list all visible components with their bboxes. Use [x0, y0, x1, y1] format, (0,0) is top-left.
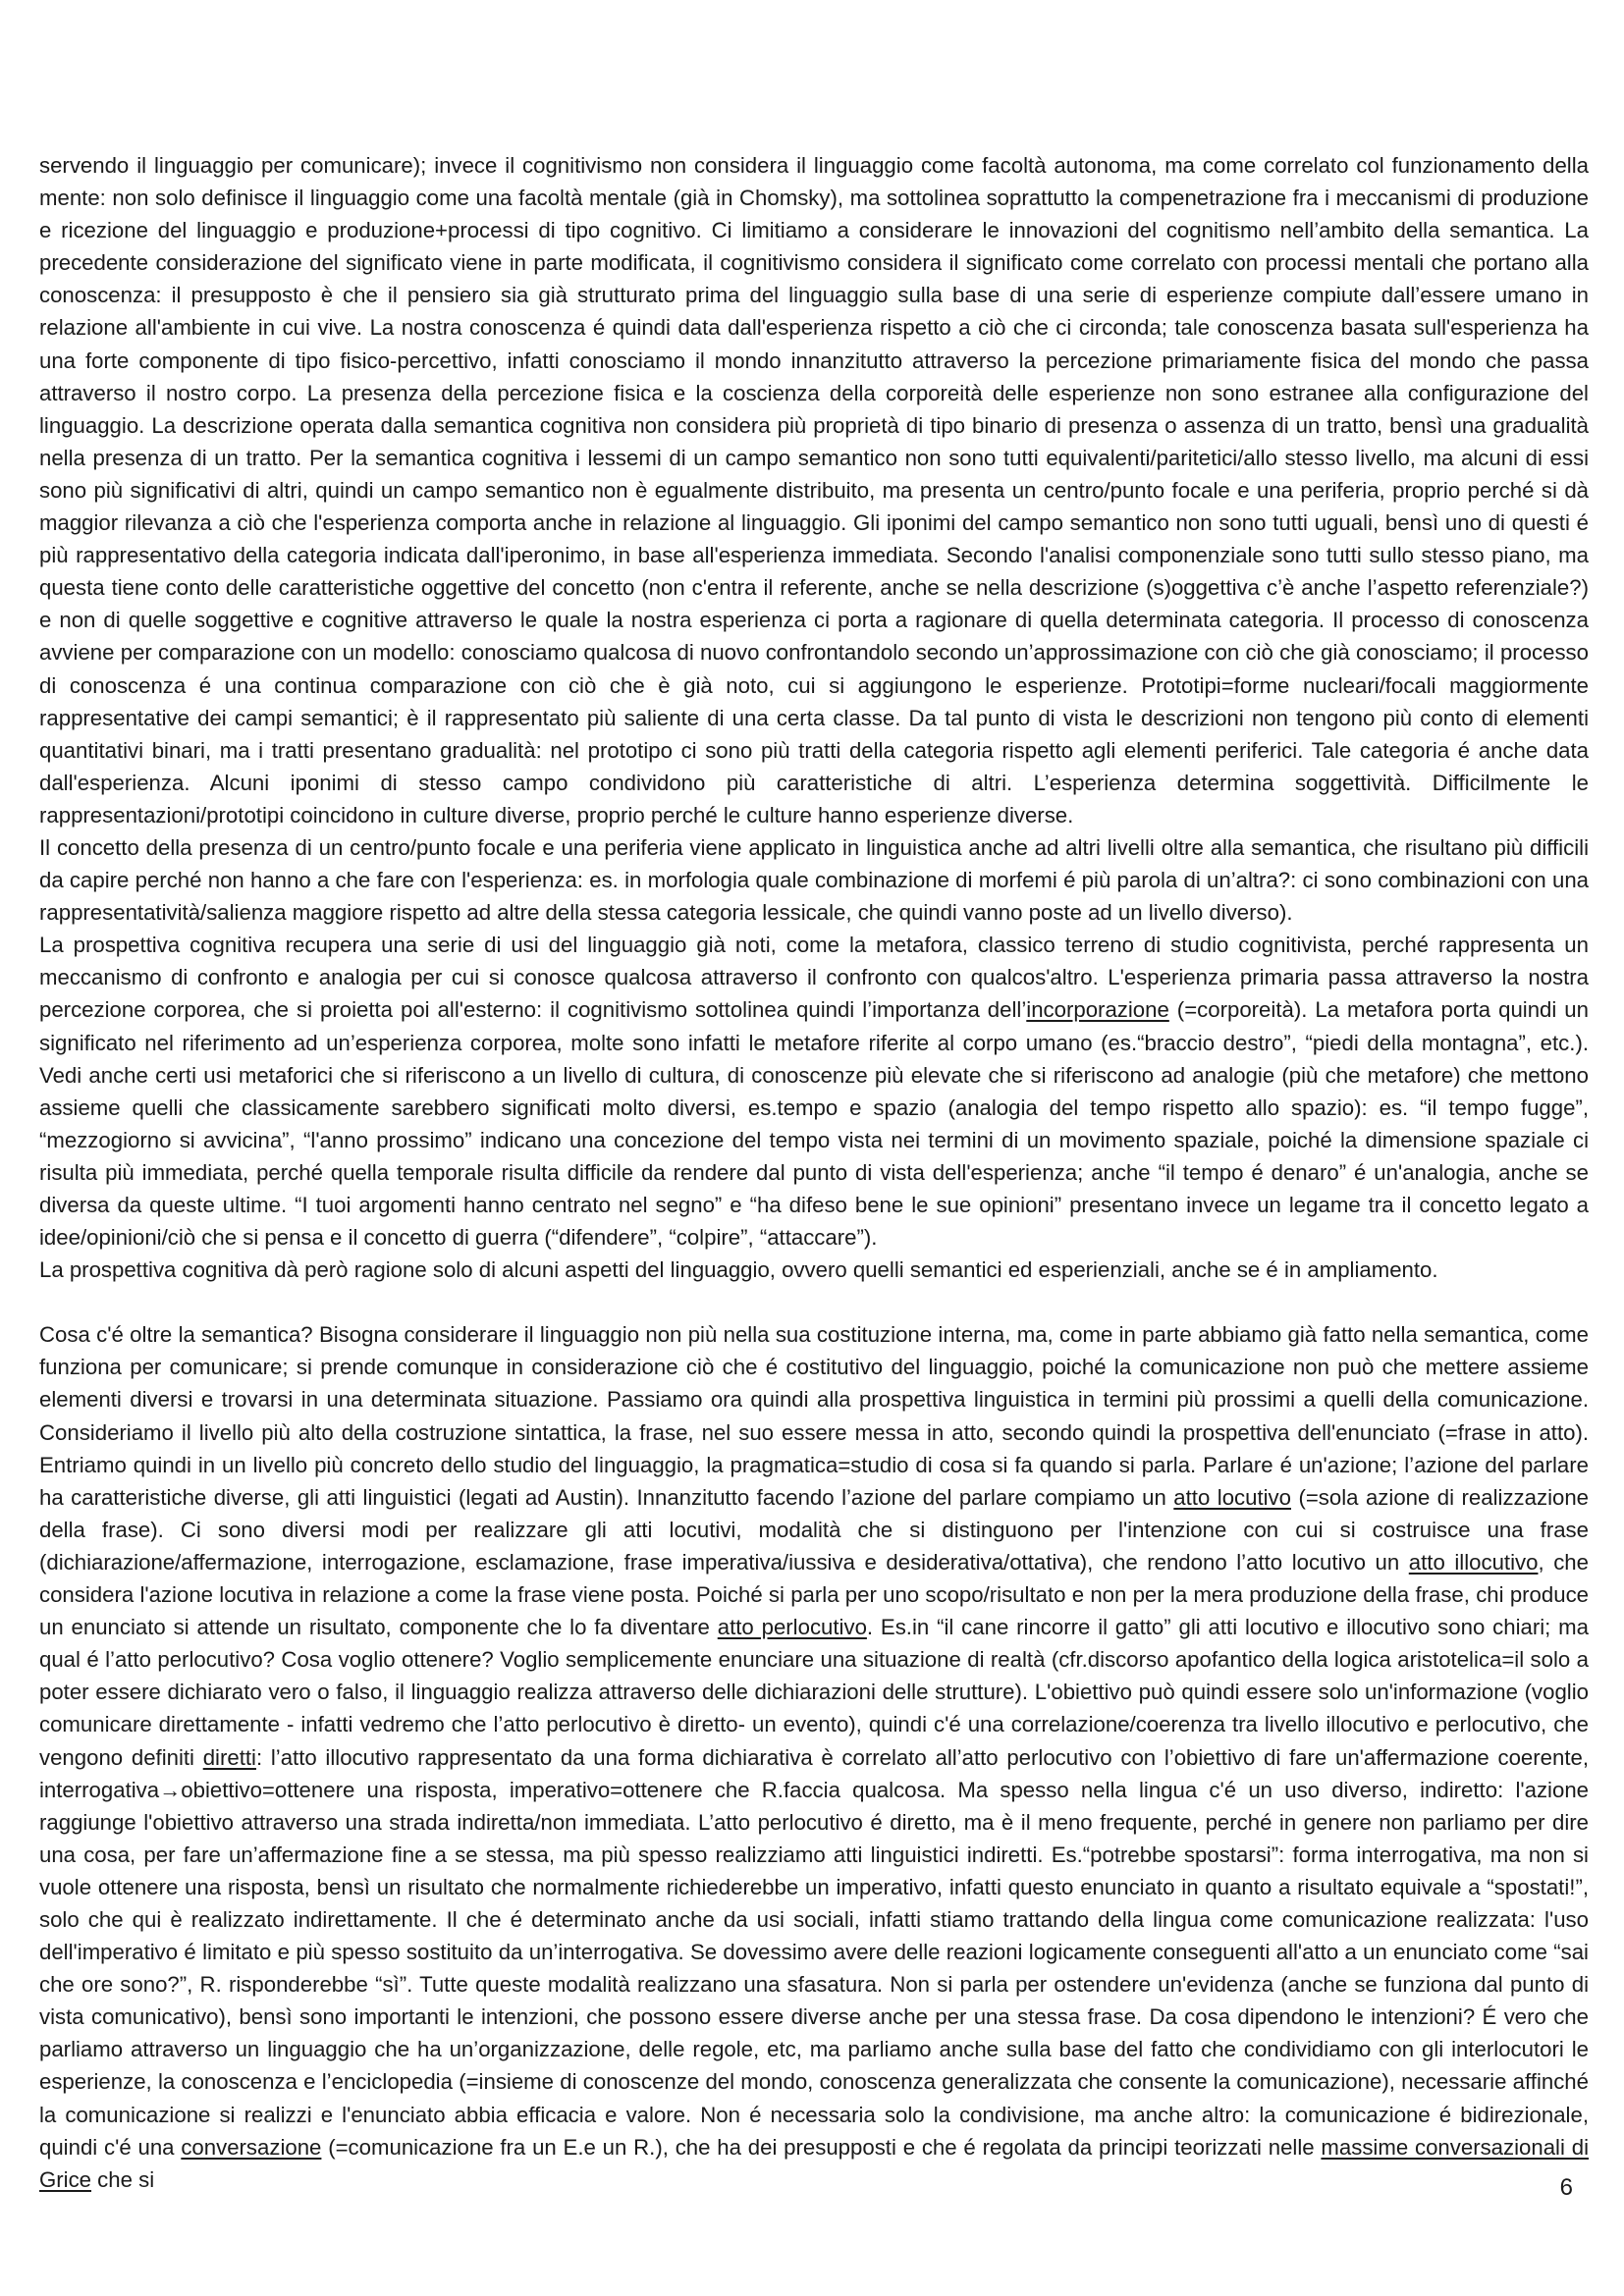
- text-run: (=sola azione di realizzazione della frase). Ci sono diversi modi per realizzare gli atti locutivi, modalità che si distinguono per l'intenzione con cui si costruisce una frase (dichiarazione/affermazione, interrogazione, esclamazione, frase imperativa/iussiva e desiderativa/ottativa), che rendono l’atto locutivo un: [39, 1484, 1590, 1575]
- underlined-term: conversazione: [181, 2134, 322, 2160]
- text-run: Il concetto della presenza di un centro/punto focale e una periferia viene applicato in linguistica anche ad altri livelli oltre alla semantica, che risultano più difficili da capire perché non hanno a che fare con l'esperienza: es. in morfologia quale combinazione di morfemi é più parola di un’altra?: ci sono combinazioni con una rappresentatività/salienza maggiore rispetto ad altre della stessa categoria lessicale, che quindi vanno poste ad un livello diverso).: [39, 834, 1589, 926]
- text-run: (=comunicazione fra un E.e un R.), che ha dei presupposti e che é regolata da principi teorizzati nelle: [321, 2134, 1322, 2160]
- page-number: 6: [1559, 2174, 1573, 2201]
- text-run: La prospettiva cognitiva recupera una serie di usi del linguaggio già noti, come la metafora, classico terreno di studio cognitivista, perché rappresenta un meccanismo di confronto e analogia per cui si conosce qualcosa attraverso il confronto con qualcos'altro. L'esperienza primaria passa attraverso la nostra percezione corporea, che si proietta poi all'esterno: il cognitivismo sottolinea quindi l’importanza dell’: [39, 933, 1589, 1023]
- paragraph: [39, 1254, 1589, 1286]
- underlined-term: atto locutivo: [1173, 1484, 1291, 1510]
- text-run: La prospettiva cognitiva dà però ragione solo di alcuni aspetti del linguaggio, ovvero quelli semantici ed esperienziali, anche se é in ampliamento.: [39, 1257, 1438, 1283]
- text-run: , che considera l'azione locutiva in relazione a come la frase viene posta. Poiché si parla per uno scopo/risultato e non per la mera produzione della frase, chi produce un enunciato si attende un risultato, componente che lo fa diventare: [39, 1549, 1589, 1640]
- paragraph: [39, 831, 1589, 929]
- underlined-term: atto illocutivo: [1408, 1549, 1539, 1575]
- document-body: [39, 149, 1589, 2196]
- paragraph: [39, 1318, 1589, 2196]
- paragraph: [39, 929, 1589, 1254]
- underlined-term: massime conversazionali di Grice: [39, 2134, 1589, 2192]
- underlined-term: incorporazione: [1026, 997, 1169, 1023]
- text-run: (=corporeità). La metafora porta quindi un significato nel riferimento ad un’esperienza corporea, molte sono infatti le metafore riferite al corpo umano (es.“braccio destro”, “piedi della montagna”, etc.). Vedi anche certi usi metaforici che si riferiscono a un livello di cultura, di conoscenze più elevate che si riferiscono ad analogie (più che metafore) che mettono assieme quelli che classicamente sarebbero significati molto diversi, es.tempo e spazio (analogia del tempo rispetto allo spazio): es. “il tempo fugge”, “mezzogiorno si avvicina”, “l'anno prossimo” indicano una concezione del tempo vista nei termini di un movimento spaziale, poiché la dimensione spaziale ci risulta più immediata, perché quella temporale risulta difficile da rendere dal punto di vista dell'esperienza; anche “il tempo é denaro” é un'analogia, anche se diversa da queste ultime. “I tuoi argomenti hanno centrato nel segno” e “ha difeso bene le sue opinioni” presentano invece un legame tra il concetto legato a idee/opinioni/ciò che si pensa e il concetto di guerra (“difendere”, “colpire”, “attaccare”).: [39, 997, 1589, 1251]
- paragraph: [39, 149, 1589, 831]
- text-run: . Es.in “il cane rincorre il gatto” gli atti locutivo e illocutivo sono chiari; ma qual é l’atto perlocutivo? Cosa voglio ottenere? Voglio semplicemente enunciare una situazione di realtà (cfr.discorso apofantico della logica aristotelica=il solo a poter essere dichiarato vero o falso, il linguaggio realizza attraverso delle dichiarazioni delle strutture). L'obiettivo può quindi essere solo un'informazione (voglio comunicare direttamente - infatti vedremo che l’atto perlocutivo è diretto- un evento), quindi c'é una correlazione/coerenza tra livello illocutivo e perlocutivo, che vengono definiti: [39, 1615, 1589, 1770]
- underlined-term: diretti: [202, 1744, 256, 1770]
- text-run: Cosa c'é oltre la semantica? Bisogna considerare il linguaggio non più nella sua costituzione interna, ma, come in parte abbiamo già fatto nella semantica, come funziona per comunicare; si prende comunque in considerazione ciò che é costitutivo del linguaggio, poiché la comunicazione non può che mettere assieme elementi diversi e trovarsi in una determinata situazione. Passiamo ora quindi alla prospettiva linguistica in termini più prossimi a quelli della comunicazione. Consideriamo il livello più alto della costruzione sintattica, la frase, nel suo essere messa in atto, secondo quindi la prospettiva dell'enunciato (=frase in atto). Entriamo quindi in un livello più concreto dello studio del linguaggio, la pragmatica=studio di cosa si fa quando si parla. Parlare é un'azione; l’azione del parlare ha caratteristiche diverse, gli atti linguistici (legati ad Austin). Innanzitutto facendo l’azione del parlare compiamo un: [39, 1322, 1589, 1510]
- text-run: servendo il linguaggio per comunicare); invece il cognitivismo non considera il linguaggio come facoltà autonoma, ma come correlato col funzionamento della mente: non solo definisce il linguaggio come una facoltà mentale (già in Chomsky), ma sottolinea soprattutto la compenetrazione fra i meccanismi di produzione e ricezione del linguaggio e produzione+processi di tipo cognitivo. Ci limitiamo a considerare le innovazioni del cognitismo nell’ambito della semantica. La precedente considerazione del significato viene in parte modificata, il cognitivismo considera il significato come correlato con processi mentali che portano alla conoscenza: il presupposto è che il pensiero sia già strutturato prima del linguaggio sulla base di una serie di esperienze compiute dall’essere umano in relazione all'ambiente in cui vive. La nostra conoscenza é quindi data dall'esperienza rispetto a ciò che ci circonda; tale conoscenza basata sull'esperienza ha una forte componente di tipo fisico-percettivo, infatti conosciamo il mondo innanzitutto attraverso la percezione primariamente fisica del mondo che passa attraverso il nostro corpo. La presenza della percezione fisica e la coscienza della corporeità delle esperienze non sono estranee alla configurazione del linguaggio. La descrizione operata dalla semantica cognitiva non considera più proprietà di tipo binario di presenza o assenza di un tratto, bensì una gradualità nella presenza di un tratto. Per la semantica cognitiva i lessemi di un campo semantico non sono tutti equivalenti/paritetici/allo stesso livello, ma alcuni di essi sono più significativi di altri, quindi un campo semantico non è egualmente distribuito, ma presenta un centro/punto focale e una periferia, proprio perché si dà maggior rilevanza a ciò che l'esperienza comporta anche in relazione al linguaggio. Gli iponimi del campo semantico non sono tutti uguali, bensì uno di questi é più rappresentativo della categoria indicata dall'iperonimo, in base all'esperienza immediata. Secondo l'analisi componenziale sono tutti sullo stesso piano, ma questa tiene conto delle caratteristiche oggettive del concetto (non c'entra il referente, anche se nella descrizione (s)oggettiva c’è anche l’aspetto referenziale?) e non di quelle soggettive e cognitive attraverso le quale la nostra esperienza ci porta a ragionare di quella determinata categoria. Il processo di conoscenza avviene per comparazione con un modello: conosciamo qualcosa di nuovo confrontandolo secondo un’approssimazione con ciò che già conosciamo; il processo di conoscenza é una continua comparazione con ciò che è già noto, cui si aggiungono le esperienze. Prototipi=forme nucleari/focali maggiormente rappresentative dei campi semantici; è il rappresentato più saliente di una certa classe. Da tal punto di vista le descrizioni non tengono più conto di elementi quantitativi binari, ma i tratti presentano gradualità: nel prototipo ci sono più tratti della categoria rispetto agli elementi periferici. Tale categoria é anche data dall'esperienza. Alcuni iponimi di stesso campo condividono più caratteristiche di altri. L’esperienza determina soggettività. Difficilmente le rappresentazioni/prototipi coincidono in culture diverse, proprio perché le culture hanno esperienze diverse.: [39, 153, 1589, 828]
- text-run: che si: [91, 2166, 155, 2192]
- text-run: : l’atto illocutivo rappresentato da una forma dichiarativa è correlato all’atto perlocutivo con l’obiettivo di fare un'affermazione coerente, interrogativa→obiettivo=ottenere una risposta, imperativo=ottenere che R.faccia qualcosa. Ma spesso nella lingua c'é un uso diverso, indiretto: l'azione raggiunge l'obiettivo attraverso una strada indiretta/non immediata. L’atto perlocutivo é diretto, ma è il meno frequente, perché in genere non parliamo per dire una cosa, per fare un’affermazione fine a se stessa, ma più spesso realizziamo atti linguistici indiretti. Es.“potrebbe spostarsi”: forma interrogativa, ma non si vuole ottenere una risposta, bensì un risultato che normalmente richiederebbe un imperativo, infatti questo enunciato in quanto a risultato equivale a “spostati!”, solo che qui è realizzato indirettamente. Il che é determinato anche da usi sociali, infatti stiamo trattando della lingua come comunicazione realizzata: l'uso dell'imperativo é limitato e più spesso sostituito da un’interrogativa. Se dovessimo avere delle reazioni logicamente conseguenti all'atto a un enunciato come “sai che ore sono?”, R. risponderebbe “sì”. Tutte queste modalità realizzano una sfasatura. Non si parla per ostendere un'evidenza (anche se funziona dal punto di vista comunicativo), bensì sono importanti le intenzioni, che possono essere diverse anche per una stessa frase. Da cosa dipendono le intenzioni? É vero che parliamo attraverso un linguaggio che ha un’organizzazione, delle regole, etc, ma parliamo anche sulla base del fatto che condividiamo con gli interlocutori le esperienze, la conoscenza e l’enciclopedia (=insieme di conoscenze del mondo, conoscenza generalizzata che consente la comunicazione), necessarie affinché la comunicazione si realizzi e l'enunciato abbia efficacia e valore. Non é necessaria solo la condivisione, ma anche altro: la comunicazione é bidirezionale, quindi c'é una: [39, 1744, 1589, 2160]
- underlined-term: atto perlocutivo: [717, 1615, 867, 1640]
